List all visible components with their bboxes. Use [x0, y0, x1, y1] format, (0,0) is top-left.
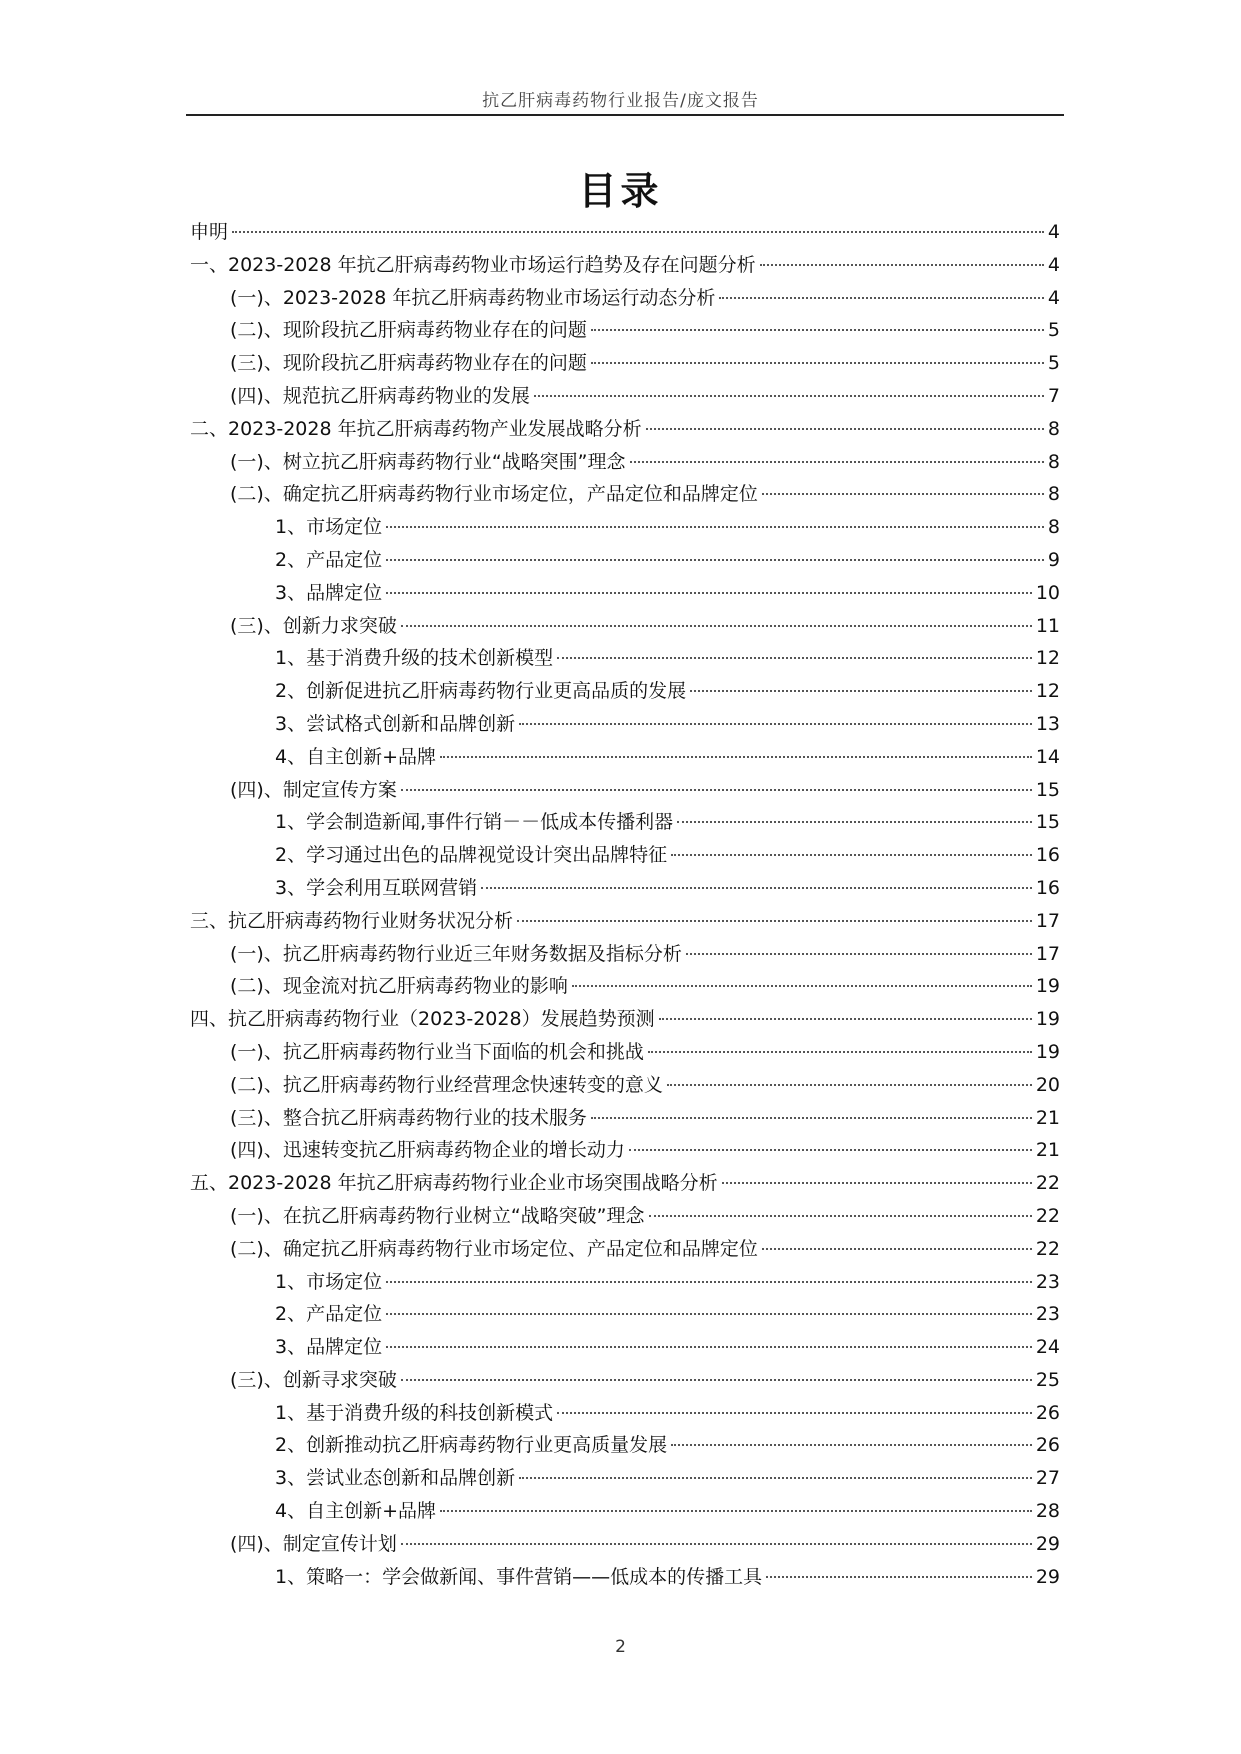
toc-entry-title: 1、策略一：学会做新闻、事件营销——低成本的传播工具	[275, 1565, 763, 1588]
toc-dot-leader	[481, 887, 1032, 889]
toc-dot-leader	[760, 264, 1044, 266]
toc-dot-leader	[401, 789, 1032, 791]
toc-dot-leader	[591, 362, 1044, 364]
toc-entry-title: 2、学习通过出色的品牌视觉设计突出品牌特征	[275, 844, 668, 867]
toc-entry[interactable]	[190, 774, 1060, 807]
toc-entry-title: (四)、制定宣传计划	[230, 1532, 397, 1555]
toc-entry[interactable]	[190, 1462, 1060, 1495]
toc-entry[interactable]	[190, 741, 1060, 774]
toc-entry[interactable]	[190, 1036, 1060, 1069]
toc-entry-title: 三、抗乙肝病毒药物行业财务状况分析	[190, 909, 514, 932]
toc-entry-title: (一)、2023-2028 年抗乙肝病毒药物业市场运行动态分析	[230, 286, 716, 309]
page-title: 目录	[578, 168, 663, 213]
toc-entry[interactable]	[190, 1102, 1060, 1135]
toc-dot-leader	[534, 395, 1044, 397]
toc-dot-leader	[671, 854, 1032, 856]
toc-entry-page: 24	[1035, 1336, 1060, 1359]
toc-entry-page: 16	[1035, 876, 1060, 899]
toc-entry-title: 3、品牌定位	[275, 581, 383, 604]
toc-entry[interactable]	[190, 675, 1060, 708]
toc-entry-title: 1、基于消费升级的技术创新模型	[275, 647, 554, 670]
toc-entry-title: 2、创新推动抗乙肝病毒药物行业更高质量发展	[275, 1434, 668, 1457]
toc-entry-title: 五、2023-2028 年抗乙肝病毒药物行业企业市场突围战略分析	[190, 1172, 718, 1195]
toc-dot-leader	[648, 1051, 1032, 1053]
toc-entry-title: 2、创新促进抗乙肝病毒药物行业更高品质的发展	[275, 680, 687, 703]
toc-entry[interactable]	[190, 216, 1060, 249]
toc-entry[interactable]	[190, 708, 1060, 741]
toc-entry-page: 10	[1035, 581, 1060, 604]
toc-dot-leader	[762, 493, 1044, 495]
toc-entry-title: 一、2023-2028 年抗乙肝病毒药物业市场运行趋势及存在问题分析	[190, 253, 756, 276]
toc-dot-leader	[686, 953, 1032, 955]
toc-dot-leader	[629, 1149, 1032, 1151]
toc-entry[interactable]	[190, 1561, 1060, 1594]
toc-dot-leader	[386, 1281, 1032, 1283]
toc-entry-title: 1、学会制造新闻,事件行销－－低成本传播利器	[275, 811, 674, 834]
toc-entry-page: 25	[1035, 1368, 1060, 1391]
toc-entry-page: 4	[1047, 221, 1060, 243]
toc-dot-leader	[572, 985, 1032, 987]
toc-entry[interactable]	[190, 249, 1060, 282]
toc-entry-title: 3、学会利用互联网营销	[275, 876, 478, 899]
toc-dot-leader	[386, 1313, 1032, 1315]
toc-entry-title: 4、自主创新+品牌	[275, 745, 437, 768]
toc-entry-title: 3、尝试业态创新和品牌创新	[275, 1467, 516, 1490]
toc-dot-leader	[519, 1477, 1032, 1479]
toc-entry-title: 四、抗乙肝病毒药物行业（2023-2028）发展趋势预测	[190, 1008, 655, 1031]
toc-entry-title: (二)、现金流对抗乙肝病毒药物业的影响	[230, 975, 568, 998]
toc-entry-page: 19	[1035, 1008, 1060, 1031]
toc-entry[interactable]	[190, 1429, 1060, 1462]
toc-dot-leader	[401, 1379, 1032, 1381]
toc-dot-leader	[591, 1117, 1032, 1119]
toc-entry-page: 8	[1047, 516, 1060, 539]
toc-entry-page: 14	[1035, 745, 1060, 768]
toc-entry-title: (二)、确定抗乙肝病毒药物行业市场定位，产品定位和品牌定位	[230, 483, 758, 506]
toc-dot-leader	[517, 920, 1032, 922]
toc-entry-page: 28	[1035, 1500, 1060, 1523]
toc-dot-leader	[386, 592, 1032, 594]
toc-entry-page: 23	[1035, 1303, 1060, 1326]
toc-entry-page: 21	[1035, 1106, 1060, 1129]
toc-entry-title: (三)、创新力求突破	[230, 614, 397, 637]
toc-entry[interactable]	[190, 1200, 1060, 1233]
toc-entry-page: 23	[1035, 1270, 1060, 1293]
toc-entry-title: (三)、现阶段抗乙肝病毒药物业存在的问题	[230, 352, 587, 375]
toc-entry[interactable]	[190, 642, 1060, 675]
toc-entry[interactable]	[190, 544, 1060, 577]
toc-entry-title: 1、市场定位	[275, 516, 383, 539]
toc-entry-page: 27	[1035, 1467, 1060, 1490]
toc-entry-page: 20	[1035, 1073, 1060, 1096]
toc-entry-title: (一)、在抗乙肝病毒药物行业树立“战略突破”理念	[230, 1204, 645, 1227]
table-of-contents	[190, 216, 1060, 1593]
toc-entry-page: 7	[1047, 384, 1060, 407]
toc-entry-page: 12	[1035, 647, 1060, 670]
toc-entry[interactable]	[190, 1266, 1060, 1299]
toc-dot-leader	[401, 1543, 1032, 1545]
toc-dot-leader	[677, 821, 1032, 823]
toc-entry[interactable]	[190, 806, 1060, 839]
toc-entry[interactable]	[190, 872, 1060, 905]
toc-entry-title: 3、尝试格式创新和品牌创新	[275, 712, 516, 735]
toc-dot-leader	[232, 231, 1044, 233]
toc-dot-leader	[722, 1182, 1032, 1184]
toc-entry[interactable]	[190, 1495, 1060, 1528]
toc-entry[interactable]	[190, 511, 1060, 544]
toc-entry-page: 15	[1035, 811, 1060, 834]
toc-entry[interactable]	[190, 413, 1060, 446]
toc-dot-leader	[591, 329, 1044, 331]
toc-entry-title: (四)、制定宣传方案	[230, 778, 397, 801]
toc-entry[interactable]	[190, 347, 1060, 380]
toc-entry-page: 5	[1047, 319, 1060, 342]
toc-entry-title: (一)、树立抗乙肝病毒药物行业“战略突围”理念	[230, 450, 626, 473]
toc-entry-title: 二、2023-2028 年抗乙肝病毒药物产业发展战略分析	[190, 417, 642, 440]
toc-entry[interactable]	[190, 1331, 1060, 1364]
toc-entry-title: (四)、迅速转变抗乙肝病毒药物企业的增长动力	[230, 1139, 625, 1162]
toc-entry[interactable]	[190, 1167, 1060, 1200]
toc-dot-leader	[762, 1248, 1032, 1250]
header-divider	[186, 114, 1064, 116]
toc-entry[interactable]	[190, 1298, 1060, 1331]
toc-entry-title: 4、自主创新+品牌	[275, 1500, 437, 1523]
toc-entry-page: 9	[1047, 548, 1060, 571]
toc-entry-page: 29	[1035, 1565, 1060, 1588]
toc-entry-page: 13	[1035, 712, 1060, 735]
toc-entry-page: 19	[1035, 975, 1060, 998]
toc-entry[interactable]	[190, 839, 1060, 872]
toc-dot-leader	[646, 428, 1044, 430]
toc-dot-leader	[671, 1444, 1032, 1446]
toc-entry-page: 15	[1035, 778, 1060, 801]
toc-entry-page: 17	[1035, 909, 1060, 932]
toc-dot-leader	[766, 1576, 1032, 1578]
toc-entry-page: 8	[1047, 417, 1060, 440]
toc-entry[interactable]	[190, 1233, 1060, 1266]
toc-dot-leader	[401, 625, 1032, 627]
toc-entry[interactable]	[190, 938, 1060, 971]
toc-entry[interactable]	[190, 1003, 1060, 1036]
toc-entry-page: 12	[1035, 680, 1060, 703]
toc-entry[interactable]	[190, 1528, 1060, 1561]
toc-entry-title: 1、市场定位	[275, 1270, 383, 1293]
toc-entry-page: 22	[1035, 1172, 1060, 1195]
toc-entry-title: (一)、抗乙肝病毒药物行业当下面临的机会和挑战	[230, 1040, 644, 1063]
toc-dot-leader	[519, 723, 1032, 725]
toc-entry[interactable]	[190, 314, 1060, 347]
toc-dot-leader	[440, 756, 1032, 758]
toc-entry-page: 26	[1035, 1401, 1060, 1424]
toc-dot-leader	[386, 1346, 1032, 1348]
toc-dot-leader	[719, 297, 1043, 299]
toc-entry-title: 1、基于消费升级的科技创新模式	[275, 1401, 554, 1424]
toc-entry[interactable]	[190, 1364, 1060, 1397]
toc-dot-leader	[440, 1510, 1032, 1512]
toc-entry-page: 29	[1035, 1532, 1060, 1555]
toc-entry[interactable]	[190, 1134, 1060, 1167]
toc-entry[interactable]	[190, 970, 1060, 1003]
toc-entry[interactable]	[190, 380, 1060, 413]
toc-dot-leader	[557, 657, 1032, 659]
toc-entry-page: 8	[1047, 450, 1060, 473]
toc-entry-page: 19	[1035, 1040, 1060, 1063]
toc-dot-leader	[386, 526, 1044, 528]
toc-entry-page: 4	[1047, 253, 1060, 276]
toc-entry-title: 2、产品定位	[275, 1303, 383, 1326]
toc-entry[interactable]	[190, 905, 1060, 938]
toc-entry-page: 11	[1035, 614, 1060, 637]
toc-entry-title: 3、品牌定位	[275, 1336, 383, 1359]
toc-dot-leader	[630, 461, 1044, 463]
running-header: 抗乙肝病毒药物行业报告/庞文报告	[482, 91, 759, 111]
toc-entry-title: (三)、创新寻求突破	[230, 1368, 397, 1391]
toc-entry-page: 22	[1035, 1204, 1060, 1227]
toc-entry[interactable]	[190, 1397, 1060, 1430]
toc-entry[interactable]	[190, 282, 1060, 315]
toc-entry-title: (二)、抗乙肝病毒药物行业经营理念快速转变的意义	[230, 1073, 663, 1096]
toc-dot-leader	[659, 1018, 1032, 1020]
toc-dot-leader	[557, 1412, 1032, 1414]
toc-dot-leader	[386, 559, 1044, 561]
toc-dot-leader	[649, 1215, 1032, 1217]
toc-entry-page: 21	[1035, 1139, 1060, 1162]
toc-entry-page: 16	[1035, 844, 1060, 867]
toc-entry-title: 申明	[190, 221, 229, 243]
toc-entry-title: (二)、确定抗乙肝病毒药物行业市场定位、产品定位和品牌定位	[230, 1237, 758, 1260]
toc-entry-page: 26	[1035, 1434, 1060, 1457]
toc-entry-page: 22	[1035, 1237, 1060, 1260]
page-number: 2	[615, 1637, 626, 1657]
toc-entry-title: (三)、整合抗乙肝病毒药物行业的技术服务	[230, 1106, 587, 1129]
toc-entry[interactable]	[190, 577, 1060, 610]
toc-dot-leader	[667, 1084, 1032, 1086]
toc-entry-page: 4	[1047, 286, 1060, 309]
toc-entry[interactable]	[190, 478, 1060, 511]
toc-entry-page: 8	[1047, 483, 1060, 506]
toc-entry-page: 5	[1047, 352, 1060, 375]
toc-dot-leader	[690, 690, 1032, 692]
toc-entry[interactable]	[190, 1069, 1060, 1102]
toc-entry-title: (四)、规范抗乙肝病毒药物业的发展	[230, 384, 530, 407]
toc-entry[interactable]	[190, 610, 1060, 643]
toc-entry-page: 17	[1035, 942, 1060, 965]
toc-entry-title: (二)、现阶段抗乙肝病毒药物业存在的问题	[230, 319, 587, 342]
toc-entry-title: 2、产品定位	[275, 548, 383, 571]
toc-entry[interactable]	[190, 446, 1060, 479]
toc-entry-title: (一)、抗乙肝病毒药物行业近三年财务数据及指标分析	[230, 942, 682, 965]
